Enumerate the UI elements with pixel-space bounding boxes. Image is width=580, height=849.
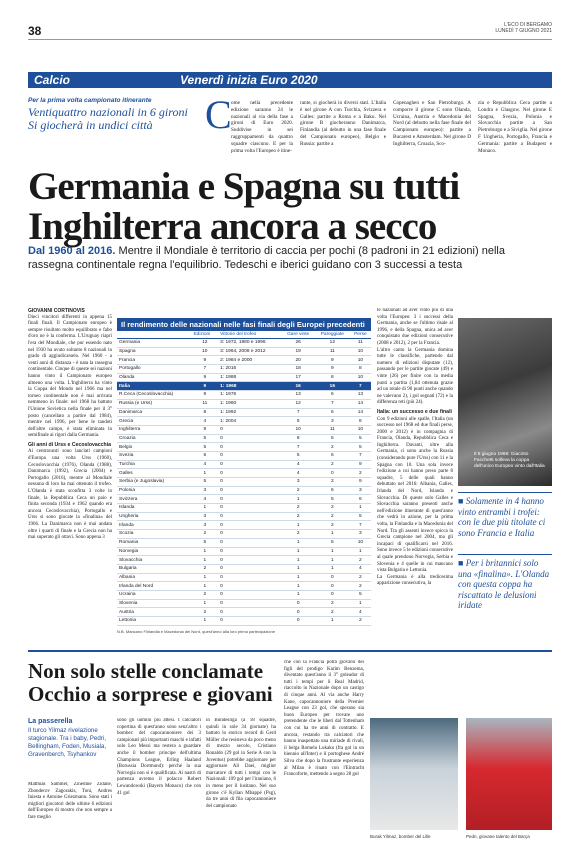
bottom-column-1: Matthias Sammer, Zinedine Zidane, Zbonderov Zagorakis, Toni, Andres Iniesta e Antoine Griezmann. Sono stati i migliori giocatori delle ultime 6 edizioni dell'Europeo di mostro che non sempre a fare meglio	[28, 782, 112, 820]
bullet-icon: ■	[458, 496, 466, 506]
table-cell: 4	[191, 460, 218, 469]
masthead-date: LUNEDÌ 7 GIUGNO 2021	[495, 28, 552, 34]
pull-quote-text: Per i britannici solo una «finalina». L'Olanda con questa coppa ha riscattato le delusioni iridate	[458, 558, 550, 610]
table-cell: 0	[315, 582, 350, 591]
table-cell: 19	[281, 347, 315, 356]
table-cell: 5	[350, 434, 371, 443]
table-cell: 5	[191, 538, 218, 547]
table-row	[117, 617, 371, 626]
team-name-cell: Svezia	[117, 451, 191, 460]
table-cell: 2	[281, 512, 315, 521]
team-name-cell: Inghilterra	[117, 425, 191, 434]
team-name-cell: Serbia (e Jugoslavia)	[117, 478, 191, 487]
article-subhead: Gli anni di Urss e Cecoslovacchia	[28, 441, 112, 448]
table-cell: 1: 1960	[218, 399, 281, 408]
team-name-cell: Scozia	[117, 530, 191, 539]
table-cell: 1	[191, 599, 218, 608]
table-cell: 10	[350, 347, 371, 356]
table-cell: 0	[315, 590, 350, 599]
team-name-cell: Belgio	[117, 443, 191, 452]
byline: GIOVANNI CORTINOVIS	[28, 308, 85, 314]
table-row	[117, 608, 371, 617]
table-cell: 8	[350, 417, 371, 426]
table-cell: 2	[191, 564, 218, 573]
team-name-cell: Bulgaria	[117, 564, 191, 573]
table-cell: 0	[281, 617, 315, 626]
table-cell: 6	[315, 451, 350, 460]
table-cell: 0	[218, 469, 281, 478]
article-paragraph: La Germania è alla tredicesima apparizione consecutiva, la	[377, 574, 453, 587]
table-cell: 3	[350, 486, 371, 495]
table-cell: 1	[350, 599, 371, 608]
table-cell: 0	[218, 573, 281, 582]
table-cell: 0	[218, 599, 281, 608]
stats-table	[117, 318, 371, 634]
table-row	[117, 521, 371, 530]
table-header-cell: Perse	[350, 331, 371, 339]
table-row	[117, 443, 371, 452]
table-row	[117, 599, 371, 608]
drop-cap: C	[205, 92, 232, 137]
photo-yilmaz	[370, 718, 458, 830]
table-cell: 7	[350, 451, 371, 460]
table-cell: 0	[218, 425, 281, 434]
team-name-cell: Galles	[117, 469, 191, 478]
table-header-cell: Gare vinte	[281, 331, 315, 339]
table-cell: 9	[315, 356, 350, 365]
table-cell: 17	[281, 373, 315, 382]
table-cell: 1	[281, 573, 315, 582]
table-cell: 14	[350, 399, 371, 408]
table-row	[117, 564, 371, 573]
table-row	[117, 556, 371, 565]
team-name-cell: R.Ceca (Cecoslovacchia)	[117, 391, 191, 400]
table-cell: 12	[315, 339, 350, 348]
table-cell: 11	[191, 399, 218, 408]
table-cell: 11	[350, 339, 371, 348]
team-name-cell: Irlanda del Nord	[117, 582, 191, 591]
table-cell: 1	[191, 504, 218, 513]
table-cell: 7	[281, 408, 315, 417]
table-row	[117, 573, 371, 582]
team-name-cell: Slovenia	[117, 599, 191, 608]
article-column-2	[377, 308, 453, 643]
table-cell: 12	[191, 339, 218, 348]
table-cell: 0	[218, 530, 281, 539]
table-row	[117, 347, 371, 356]
table-cell: 5	[350, 590, 371, 599]
table-cell: 0	[218, 478, 281, 487]
table-cell: 2	[281, 486, 315, 495]
table-cell: 5	[281, 417, 315, 426]
photo-pedri	[466, 718, 552, 830]
table-cell: 1: 2004	[218, 417, 281, 426]
table-cell: 1	[191, 582, 218, 591]
table-cell: 7	[281, 443, 315, 452]
table-cell: 9	[350, 478, 371, 487]
table-row	[117, 590, 371, 599]
table-cell: 0	[281, 599, 315, 608]
table-cell: 1	[281, 547, 315, 556]
table-cell: 1	[281, 495, 315, 504]
table-cell: 7	[350, 521, 371, 530]
table-cell: 1: 1992	[218, 408, 281, 417]
table-cell: 1	[281, 538, 315, 547]
table-cell: 3: 1972, 1980 e 1996	[218, 339, 281, 348]
table-cell: 1	[315, 617, 350, 626]
table-cell: 16	[281, 382, 315, 391]
table-row	[117, 582, 371, 591]
table-cell: 2	[350, 582, 371, 591]
table-cell: 0	[218, 547, 281, 556]
article-paragraph: L'altro canto la Germania domina tutte le classifiche, partendo dal numero di edizioni disputate (12), passando per le partite giocate (49) e vinte (26) per finire con la media punti a partita (1,84 ottenuta grazie ad un totale di 90 punti anche quando ne valevano 2), i gol segnati (72) e la differenza reti (più 24).	[377, 347, 453, 406]
table-cell: 10	[350, 356, 371, 365]
intro-title: Ventiquattro nazionali in 6 gironi Si giocherà in undici città	[28, 105, 188, 132]
table-cell: 2	[281, 530, 315, 539]
table-cell: 1	[281, 564, 315, 573]
team-name-cell: Austria	[117, 608, 191, 617]
table-row	[117, 530, 371, 539]
table-cell: 2	[315, 504, 350, 513]
team-name-cell: Grecia	[117, 417, 191, 426]
table-cell: 2	[350, 469, 371, 478]
table-cell: 0	[218, 460, 281, 469]
table-cell: 1	[191, 617, 218, 626]
photo-caption: Il 5 giugno 1968: Giacinto Facchetti solleva la coppa dell'unico Europeo vinto dall'Italia	[474, 452, 545, 469]
table-cell: 11	[315, 425, 350, 434]
table-cell: 8	[350, 365, 371, 374]
bottom-rule	[28, 650, 552, 652]
article-column-1	[28, 308, 112, 643]
table-cell: 3	[191, 521, 218, 530]
table-cell: 0	[218, 521, 281, 530]
table-row	[117, 425, 371, 434]
table-cell: 2	[191, 530, 218, 539]
table-cell: 7	[191, 365, 218, 374]
table-cell: 9	[350, 460, 371, 469]
masthead	[495, 22, 552, 34]
table-cell: 1	[191, 556, 218, 565]
table-header-cell: Vittorie del trofeo	[218, 331, 281, 339]
table-cell: 26	[281, 339, 315, 348]
table-cell: 3	[191, 512, 218, 521]
table-cell: 0	[218, 512, 281, 521]
table-cell: 1	[191, 573, 218, 582]
team-name-cell: Germania	[117, 339, 191, 348]
table-row	[117, 478, 371, 487]
team-name-cell: Spagna	[117, 347, 191, 356]
table-row	[117, 339, 371, 348]
table-cell: 0	[218, 486, 281, 495]
table-cell: 9	[191, 382, 218, 391]
table-row	[117, 460, 371, 469]
table-cell: 9	[315, 365, 350, 374]
table-cell: 1	[281, 521, 315, 530]
table-cell: 0	[218, 495, 281, 504]
table-row	[117, 512, 371, 521]
table-cell: 4	[350, 564, 371, 573]
team-name-cell: Ucraina	[117, 590, 191, 599]
table-cell: 6	[315, 408, 350, 417]
team-name-cell: Portogallo	[117, 365, 191, 374]
table-cell: 13	[350, 391, 371, 400]
photo-caption: Burak Yilmaz, bomber del Lille	[370, 834, 431, 839]
intro-kicker: Per la prima volta campionato itinerante	[28, 97, 152, 104]
table-cell: 5	[191, 478, 218, 487]
article-paragraph: le nazionali ad aver vinto più di una volta l'Europeo: 3 i successi della Germania, anche se l'ultimo risale al 1996, e della Spagna, unica ad aver conquistato due edizioni consecutive (2008 e 2012), 2 per la Francia.	[377, 308, 453, 346]
table-cell: 5	[315, 538, 350, 547]
section-label: Calcio	[34, 73, 71, 87]
table-header-row	[117, 331, 371, 339]
table-row	[117, 538, 371, 547]
team-name-cell: Albania	[117, 573, 191, 582]
intro-column-2: rante, si giocherà in diversi stati. L'Italia è nel girone A con Turchia, Svizzera e Galles: partite a Roma e a Baku. Nel girone B giocheranno Danimarca, Finlandia (al debutto in una fase finale del Campionato europeo), Belgio e Russia: partite a	[300, 100, 386, 147]
table-cell: 2	[281, 504, 315, 513]
table-cell: 18	[281, 365, 315, 374]
table-cell: 5	[315, 434, 350, 443]
pull-quote-1	[458, 496, 552, 538]
team-name-cell: Olanda	[117, 373, 191, 382]
results-table	[117, 331, 371, 626]
table-cell: 2	[191, 608, 218, 617]
table-cell: 3	[191, 486, 218, 495]
deck	[28, 244, 552, 272]
top-rule	[28, 39, 552, 40]
table-row	[117, 451, 371, 460]
section-subtitle: Venerdì inizia Euro 2020	[180, 73, 318, 87]
bullet-icon: ■	[458, 558, 466, 568]
table-cell: 1	[281, 582, 315, 591]
table-cell: 4	[191, 417, 218, 426]
team-name-cell: Svizzera	[117, 495, 191, 504]
table-cell: 10	[191, 347, 218, 356]
table-cell: 4	[350, 608, 371, 617]
table-header-cell: Edizioni	[191, 331, 218, 339]
table-row	[117, 486, 371, 495]
table-cell: 3	[350, 530, 371, 539]
table-cell: 2	[350, 556, 371, 565]
table-header-cell	[117, 331, 191, 339]
photo-caption: Pedri, giovane talento del Barça	[466, 834, 530, 839]
bottom-column-4: che con la Francia potrà giovarsi dei figli del prodigo Karim Benzema, diventato quest'anno il 3° goleador di tutti i tempi per il Real Madrid, riaccolto in Nazionale dopo un castigo di cinque anni. Al via anche Harry Kane, capocannoniere della Premier League con 23 gol, che sperano sia buon Europeo per trovare uno pretendente che le liberi dal Tottenham con cui ha tre anni di contratto. E ancora, restando tra calciatori che hanno inaspettato una miriade di rivali, il belga Romelu Lukaku (fra gol in un biennio all'Inter) e il portoghese André Silva che dopo la frustrante esperienza al Milan è rinato con l'Eintracht Francoforte, mettendo a segno 28 gol	[284, 660, 364, 778]
table-cell: 1	[281, 556, 315, 565]
table-cell: 2: 1984 e 2000	[218, 356, 281, 365]
table-cell: 2	[350, 573, 371, 582]
quote-rule	[458, 492, 552, 493]
table-row	[117, 356, 371, 365]
bottom-headline: Non solo stelle conclamate Occhio a sorprese e giovani	[28, 659, 273, 706]
table-cell: 2	[315, 478, 350, 487]
table-cell: 9	[191, 391, 218, 400]
table-cell: 3: 1964, 2008 e 2012	[218, 347, 281, 356]
table-row	[117, 373, 371, 382]
table-row	[117, 391, 371, 400]
table-cell: 0	[218, 504, 281, 513]
table-cell: 2	[315, 521, 350, 530]
table-cell: 0	[315, 469, 350, 478]
team-name-cell: Ungheria	[117, 512, 191, 521]
table-cell: 5	[191, 443, 218, 452]
team-name-cell: Irlanda	[117, 521, 191, 530]
table-cell: 9	[191, 425, 218, 434]
table-cell: 10	[350, 373, 371, 382]
table-cell: 3	[281, 478, 315, 487]
intro-column-4: zia e Repubblica Ceca partite a Londra e Glasgow. Nel girone E Spagna, Svezia, Polonia e Slovacchia partite a San Pietroburgo e a Siviglia. Nel girone F Ungheria, Portogallo, Francia e Germania: partite a Budapest e Monaco.	[478, 100, 552, 154]
table-cell: 1	[315, 530, 350, 539]
table-header-cell: Pareggiate	[315, 331, 350, 339]
table-cell: 8	[191, 408, 218, 417]
table-cell: 1	[191, 469, 218, 478]
article-subhead: Italia: un successo e due finali	[377, 408, 452, 415]
table-cell: 4	[281, 460, 315, 469]
pull-quote-text: Solamente in 4 hanno vinto entrambi i trofei: con le due più titolate ci sono Francia e Italia	[458, 496, 546, 538]
table-note: N.B. Mancano Finlandia e Macedonia del Nord, quest'anno alla loro prima partecipazione	[117, 628, 275, 634]
main-headline: Germania e Spagna su tutti Inghilterra ancora a secco	[28, 165, 460, 248]
table-cell: 0	[218, 564, 281, 573]
table-cell: 2	[315, 608, 350, 617]
table-cell: 6	[350, 495, 371, 504]
table-body	[117, 339, 371, 626]
article-paragraph: Ai centravanti sono lanciati campioni d'Europa una volta Urss (1960), Cecoslovacchia (1976), Olanda (1988), Danimarca (1992), Grecia (2004) e Portogallo (2016), mentre al Mondiale nessuna di loro ha mai ottenuto il trofeo. L'Olanda è stata sconfitta 3 volte in finale, la Repubblica Ceca un paio e finita seconda (1934 e 1962 quando era ancora Cecoslovacchia), Portogallo e Urss si sono giocate la «finalina» del 1966. La Danimarca non è mai andata oltre i quarti di finale e la Grecia non ha mai superato gli ottavi. Sono appena 3	[28, 449, 112, 541]
table-cell: 0	[218, 538, 281, 547]
deck-bold: Dal 1960 al 2016.	[28, 245, 116, 257]
table-cell: 9	[191, 356, 218, 365]
table-cell: 6	[315, 391, 350, 400]
deck-text: Mentre il Mondiale è territorio di caccia per pochi (8 padroni in 21 edizioni) nella rassegna continentale regna l'equilibrio. Tedeschi e iberici guidano con 3 successi a testa	[28, 245, 505, 271]
page-number: 38	[28, 24, 42, 38]
table-cell: 11	[315, 347, 350, 356]
table-cell: 0	[315, 573, 350, 582]
table-row	[117, 434, 371, 443]
team-name-cell: Turchia	[117, 460, 191, 469]
table-cell: 1: 2016	[218, 365, 281, 374]
table-cell: 12	[281, 399, 315, 408]
table-cell: 0	[218, 590, 281, 599]
table-cell: 13	[281, 391, 315, 400]
table-cell: 10	[281, 425, 315, 434]
bottom-column-2: sono gli uomini più attesi. I calciatori copertina di quest'anno sono senz'altro i bomber: del capocannoniere dei 3 campionati più importanti maschi e infatti solo Leo Messi ma restera a guardare anche il bomber principe dell'ultima Champions League, Erling Haaland (Borussia Dortmund): perché la sua Norvegia non si è qualificata. Ai nastri di partenza avremo il polacco Robert Lewandowski (Bayern Monaco) che con 41 gol	[117, 718, 201, 796]
table-cell: 3	[315, 417, 350, 426]
table-cell: 4	[281, 469, 315, 478]
table-cell: 4	[191, 495, 218, 504]
team-name-cell: Italia	[117, 382, 191, 391]
table-cell: 10	[350, 425, 371, 434]
table-row	[117, 408, 371, 417]
table-cell: 2	[315, 599, 350, 608]
pull-quote-2	[458, 558, 552, 611]
table-cell: 2	[191, 590, 218, 599]
team-name-cell: Danimarca	[117, 408, 191, 417]
table-cell: 0	[218, 608, 281, 617]
table-cell: 0	[281, 608, 315, 617]
table-cell: 9	[191, 373, 218, 382]
table-cell: 2	[315, 460, 350, 469]
quote-rule	[458, 554, 552, 555]
table-cell: 1	[350, 547, 371, 556]
table-row	[117, 399, 371, 408]
table-cell: 0	[218, 617, 281, 626]
table-cell: 1	[315, 556, 350, 565]
table-cell: 1	[315, 547, 350, 556]
table-cell: 16	[315, 382, 350, 391]
bottom-kicker: La passerella	[28, 718, 73, 725]
table-title: Il rendimento delle nazionali nelle fasi finali degli Europei precedenti	[117, 318, 371, 331]
table-row	[117, 469, 371, 478]
table-cell: 2	[350, 617, 371, 626]
table-cell: 2	[315, 512, 350, 521]
bottom-column-3: in Bundesliga (a 18 squadre, quindi in sole 34 giornate) ha battuto lo storico record di Gerd Müller che resisteva da poco meno di mezzo secolo, Cristiano Ronaldo (29 gol in Serie A con la Juventus) potrebbe aggiornare per aggiornare Ali Daei, miglior marcatore di tutti i tempi con le Nazionali: 109 gol per l'iraniano, 6 in meno per il lusitano. Nel suo girone c'è Kylian Mbappé (Psg), da tre anni di fila capocannoniere del campionato	[206, 718, 276, 809]
table-cell: 1	[191, 547, 218, 556]
table-cell: 8	[281, 434, 315, 443]
table-cell: 1	[315, 564, 350, 573]
table-cell: 7	[315, 399, 350, 408]
table-cell: 5	[191, 434, 218, 443]
table-cell: 20	[281, 356, 315, 365]
team-name-cell: Polonia	[117, 486, 191, 495]
table-cell: 1: 1988	[218, 373, 281, 382]
table-row	[117, 504, 371, 513]
team-name-cell: Croazia	[117, 434, 191, 443]
team-name-cell: Slovacchia	[117, 556, 191, 565]
intro-column-1: ome nella precedente edizione saranno 24 le nazionali al via della fase a gironi di Euro 2020. Suddivise in sei raggruppamenti da quattro squadre ciascuno. E per la prima volta l'Europeo è itine-	[231, 100, 293, 154]
table-cell: 5	[315, 495, 350, 504]
table-row	[117, 365, 371, 374]
table-cell: 0	[218, 556, 281, 565]
table-cell: 2	[315, 443, 350, 452]
table-cell: 14	[350, 408, 371, 417]
table-cell: 6	[191, 451, 218, 460]
table-row	[117, 547, 371, 556]
table-cell: 1	[350, 504, 371, 513]
table-cell: 10	[350, 538, 371, 547]
table-cell: 5	[350, 512, 371, 521]
table-cell: 0	[218, 451, 281, 460]
team-name-cell: Romania	[117, 538, 191, 547]
bottom-subtitle: Il turco Yilmaz rivelazione stagionale. Tra i baby, Pedri, Bellingham, Foden, Musiala, Gravenberch, Tsyhankov	[28, 727, 107, 758]
table-cell: 0	[218, 443, 281, 452]
table-row	[117, 382, 371, 391]
team-name-cell: Norvegia	[117, 547, 191, 556]
table-cell: 1: 1976	[218, 391, 281, 400]
table-cell: 1	[281, 590, 315, 599]
table-row	[117, 417, 371, 426]
article-paragraph: Dieci vincitori differenti in appena 15 finali finali. Il Campionato europeo è sempre risultato molto equilibrato e fabo d'oro ne è la conferma. L'Uruguay riaprì l'era del Mondiale, che pur essendo nato nel 1930 ha avuto soltanto 8 nazionali in grado di aggiudicarselo. Nel 1960 - a venti anni di distanza - è nata la rassegna continentale. Cinque di queste sei nazioni hanno vinto il Campionato europeo almeno una volta. L'Inghilterra ha vinto la Coppa del Mondo nel 1966 ma nel torneo continentale non è mai arrivata nemmeno in finale: nel 1968 ha battuto l'Unione Sovietica nella finale per il 3° posto (cancellato a partire dal 1984), mentre nel 1996, per bene le tandoti dell'altre campo, è stata eliminata in semifinale ai rigori dalla Germania.	[28, 314, 112, 439]
table-cell: 8	[315, 373, 350, 382]
team-name-cell: Lettonia	[117, 617, 191, 626]
table-cell: 1: 1968	[218, 382, 281, 391]
table-cell: 0	[218, 434, 281, 443]
article-paragraph: Con 9 edizioni alle spalle, l'Italia (un successo nel 1968 ed due finali perse, 2000 e 2012) è in compagnia di Francia, Olanda, Repubblica Ceca e Inghilterra. Davanti, oltre alla Germania, ci sono anche la Russia (considerando pure l'Urss) con 11 e la Spagna con 10. Una sola invece l'edizione a cui hanno preso parte 8 squadre, 5 delle quali hanno debuttato nel 2016: Albania, Galles, Irlanda del Nord, Islanda e Slovacchia. Di queste solo Galles e Slovacchia saranno presenti anche nell'edizione itinerante di quest'anno che vedrà in azione, per la prima volta, la Finlandia e la Macedonia del Nord. Tra gli assenti invece spicca la Grecia campione nel 2004, ma gli incapaci di qualificarsi nel 2016. Sono invece 5 le edizioni consecutive al quale prendono Norvegia, Serbia e Slovenia e 4 quelle in cui mancano vista Bulgaria e Lettonia.	[377, 416, 453, 574]
team-name-cell: Russia (e Urss)	[117, 399, 191, 408]
team-name-cell: Islanda	[117, 504, 191, 513]
table-cell: 6	[315, 486, 350, 495]
team-name-cell: Francia	[117, 356, 191, 365]
masthead-title: L'ECO DI BERGAMO	[504, 22, 552, 28]
table-cell: 7	[350, 382, 371, 391]
table-cell: 5	[350, 443, 371, 452]
intro-column-3: Copenaghen e San Pietroburgo. A comporre il girone C sono Olanda, Ucraina, Austria e Macedonia del Nord (al debutto nella fase finale del Campionato europeo): partite a Bucarest e Amsterdam. Nel girone D Inghilterra, Croazia, Sco-	[393, 100, 471, 147]
table-cell: 5	[281, 451, 315, 460]
table-cell: 0	[218, 582, 281, 591]
table-row	[117, 495, 371, 504]
